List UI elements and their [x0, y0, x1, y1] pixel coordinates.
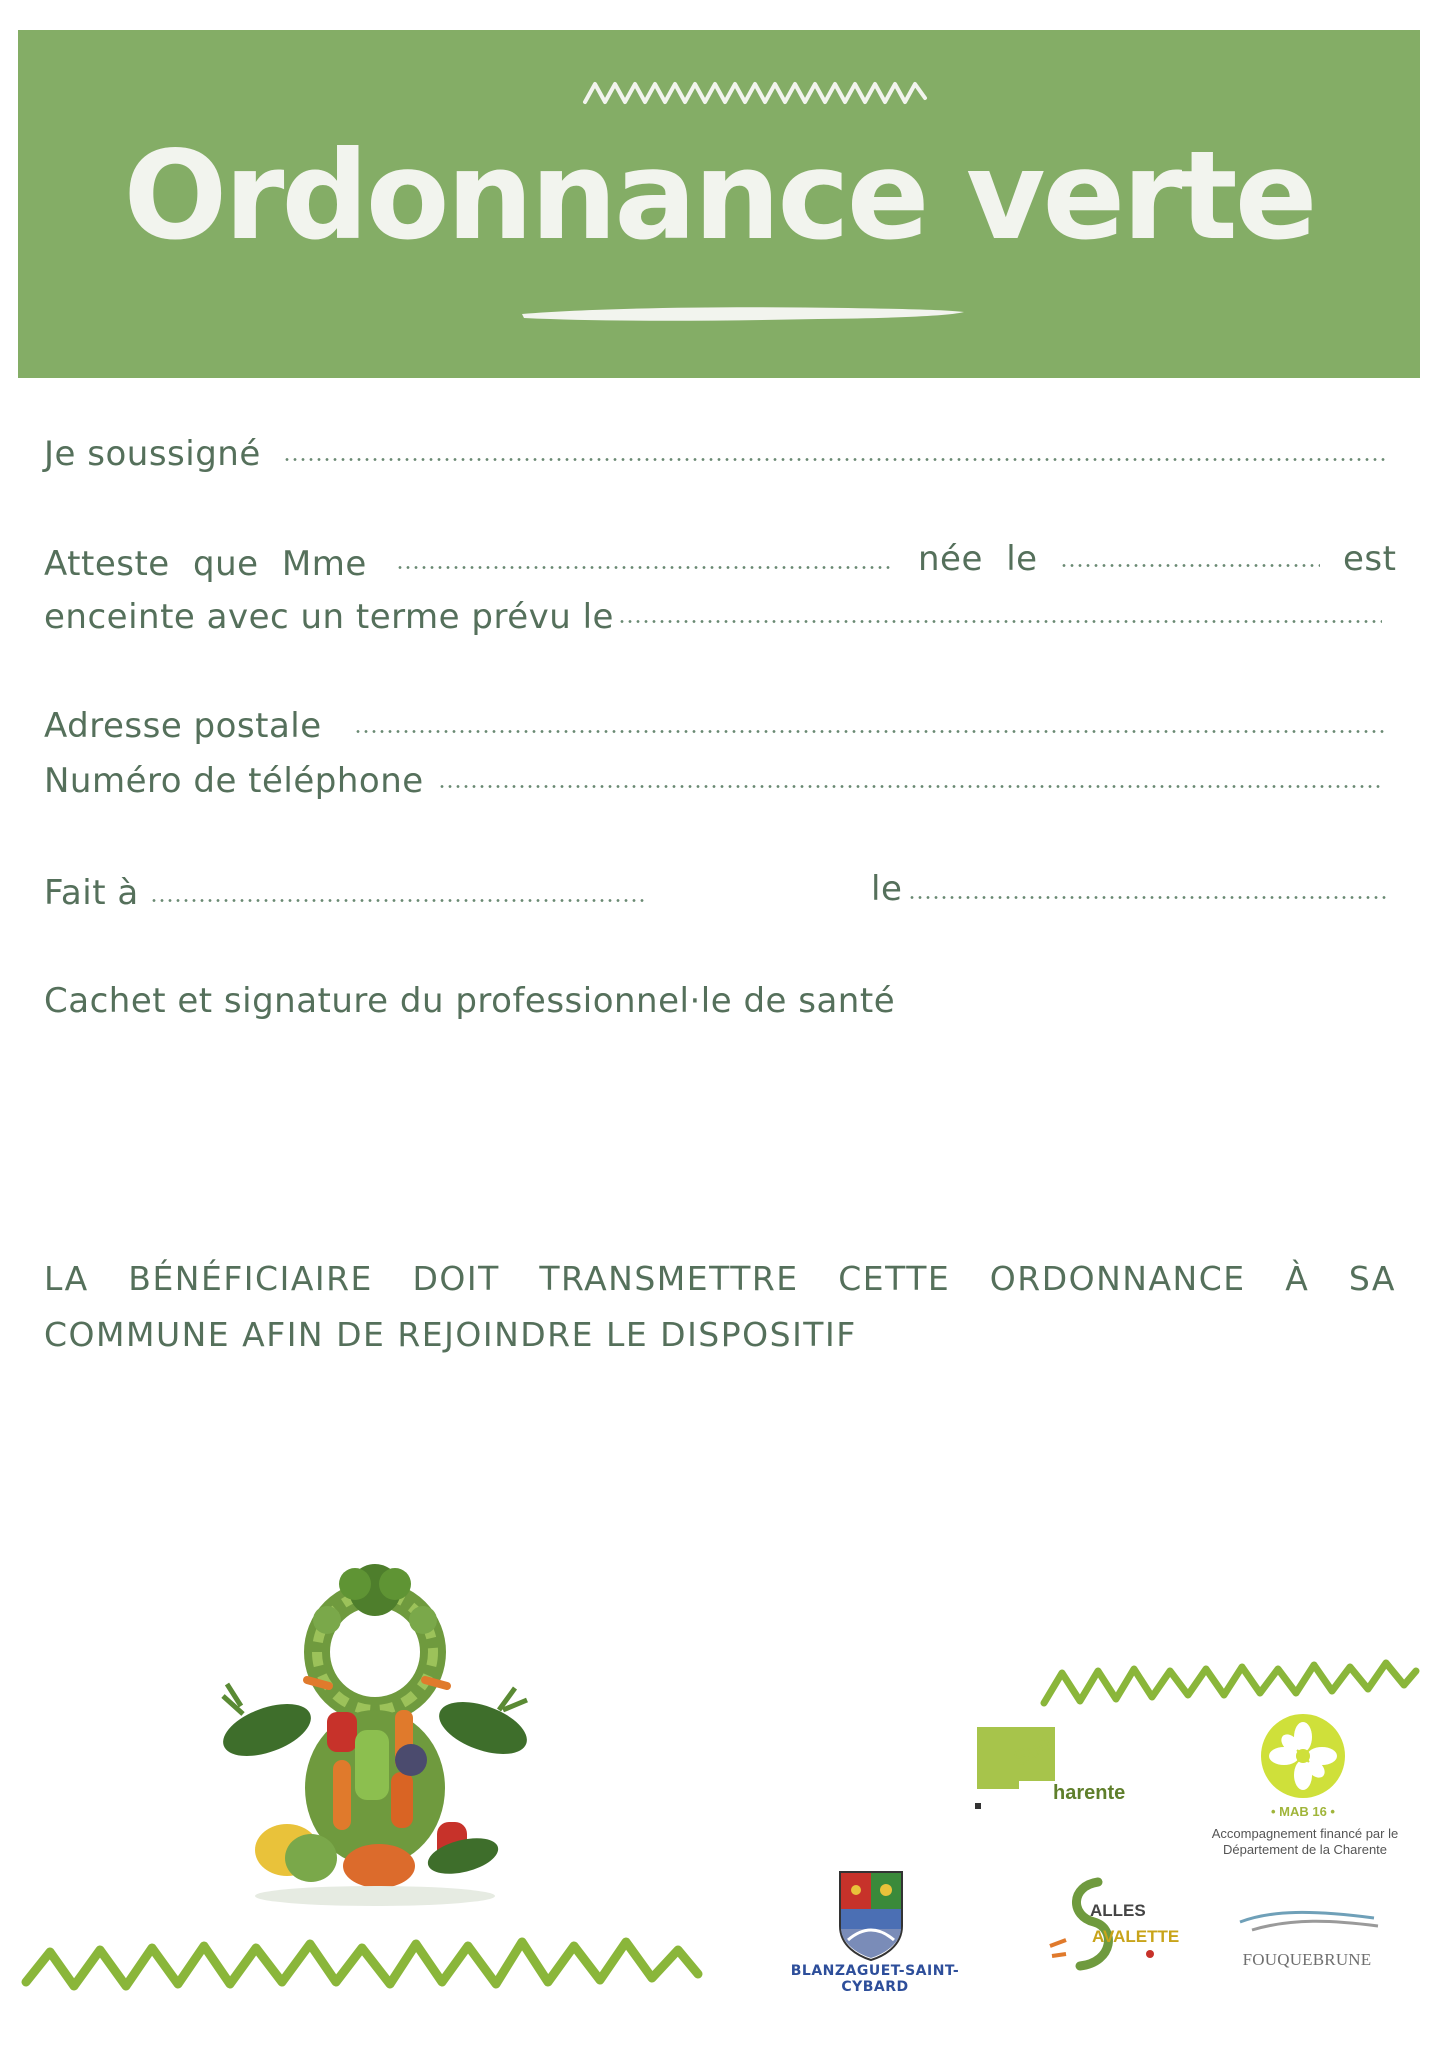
- header-banner: [18, 30, 1420, 378]
- salles-lavalette-logo: [1040, 1876, 1180, 1972]
- page-title: Ordonnance verte: [123, 125, 1315, 267]
- flower-icon: [1260, 1713, 1346, 1799]
- field-je-soussigne[interactable]: [283, 458, 1385, 461]
- label-cachet-signature: Cachet et signature du professionnel·le de santé: [44, 981, 896, 1021]
- field-date-signature[interactable]: [908, 896, 1390, 899]
- field-adresse-postale[interactable]: [354, 730, 1386, 733]
- logo-word-pays: ays: [993, 1785, 1030, 1810]
- field-numero-telephone[interactable]: [438, 785, 1384, 788]
- blanzaguet-label: BLANZAGUET-SAINT-CYBARD: [790, 1963, 960, 1995]
- zigzag-ornament-icon: [1040, 1655, 1420, 1715]
- logo-word-sud: Sud: [1009, 1730, 1056, 1772]
- label-numero-telephone: Numéro de téléphone: [44, 761, 424, 801]
- label-je-soussigne: Je soussigné: [44, 434, 261, 474]
- label-fait-a: Fait à: [44, 873, 139, 913]
- fouquebrune-label: FOUQUEBRUNE: [1242, 1950, 1372, 1969]
- zigzag-ornament-icon: [583, 78, 928, 106]
- label-nee-le: née le: [918, 539, 1038, 579]
- coat-of-arms-icon: [838, 1870, 904, 1962]
- vegetable-baby-illustration-icon: [215, 1560, 535, 1910]
- label-terme-prevu: enceinte avec un terme prévu le: [44, 597, 614, 637]
- label-atteste-que-mme: Atteste que Mme: [44, 544, 367, 584]
- field-nom-mme[interactable]: [396, 566, 890, 569]
- field-terme-prevu[interactable]: [618, 620, 1382, 623]
- brush-stroke-icon: [518, 302, 968, 326]
- pays-sud-charente-logo: [975, 1725, 1125, 1815]
- label-est: est: [1343, 539, 1397, 579]
- field-fait-a[interactable]: [150, 899, 646, 902]
- zigzag-ornament-icon: [22, 1930, 702, 2000]
- label-adresse-postale: Adresse postale: [44, 706, 322, 746]
- logo-word-alles: ALLES: [1090, 1901, 1146, 1920]
- logo-word-charente: harente: [1053, 1782, 1126, 1804]
- mab-caption: Accompagnement financé par le Département de la Charente: [1211, 1826, 1399, 1858]
- fouquebrune-logo: [1232, 1908, 1382, 1936]
- field-date-naissance[interactable]: [1060, 564, 1320, 567]
- mab-label: • MAB 16 •: [1270, 1804, 1335, 1819]
- notice-line-1: LA BÉNÉFICIAIRE DOIT TRANSMETTRE CETTE ORDONNANCE À SA: [44, 1259, 1396, 1298]
- label-le: le: [871, 869, 903, 909]
- logo-word-avalette: AVALETTE: [1092, 1927, 1180, 1946]
- notice-line-2: COMMUNE AFIN DE REJOINDRE LE DISPOSITIF: [44, 1315, 857, 1354]
